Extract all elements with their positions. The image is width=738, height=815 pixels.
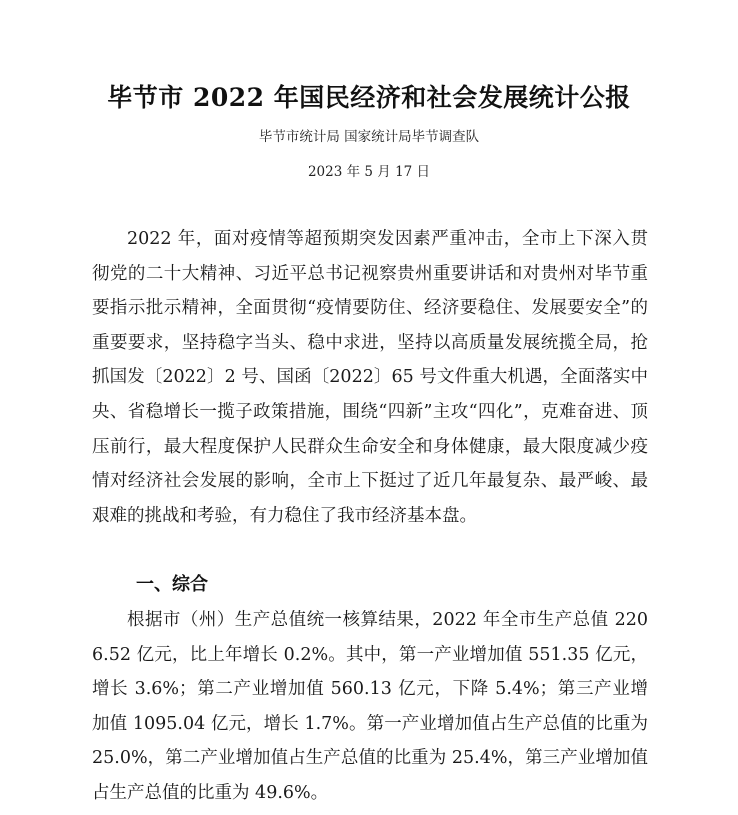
document-title: 毕节市 2022 年国民经济和社会发展统计公报 (107, 83, 631, 112)
section-paragraph: 根据市（州）生产总值统一核算结果，2022 年全市生产总值 2206.52 亿元，比上年增长 0.2%。其中，第一产业增加值 551.35 亿元，增长 3.6%；第二产业增加值 560.13 亿元，下降 5.4%；第三产业增加值 1095.04 亿元，增长 1.7%。第一产业增加值占生产总值的比重为 25.0%，第二产业增加值占生产总值的比重为 25.4%，第三产业增加值占生产总值的比重为 49.6%。 (92, 610, 648, 803)
intro-paragraph: 2022 年，面对疫情等超预期突发因素严重冲击，全市上下深入贯彻党的二十大精神、习近平总书记视察贵州重要讲话和对贵州对毕节重要指示批示精神，全面贯彻“疫情要防住、经济要稳住、发展要安全”的重要要求，坚持稳字当头、稳中求进，坚持以高质量发展统揽全局，抢抓国发〔2022〕2 号、国函〔2022〕65 号文件重大机遇，全面落实中央、省稳增长一揽子政策措施，围绕“四新”主攻“四化”，克难奋进、顶压前行，最大程度保护人民群众生命安全和身体健康，最大限度减少疫情对经济社会发展的影响，全市上下挺过了近几年最复杂、最严峻、最艰难的挑战和考验，有力稳住了我市经济基本盘。 (92, 229, 648, 526)
document-issuers: 毕节市统计局 国家统计局毕节调查队 (258, 129, 480, 145)
document-date: 2023 年 5 月 17 日 (307, 164, 431, 180)
section-heading: 一、综合 (136, 574, 208, 595)
